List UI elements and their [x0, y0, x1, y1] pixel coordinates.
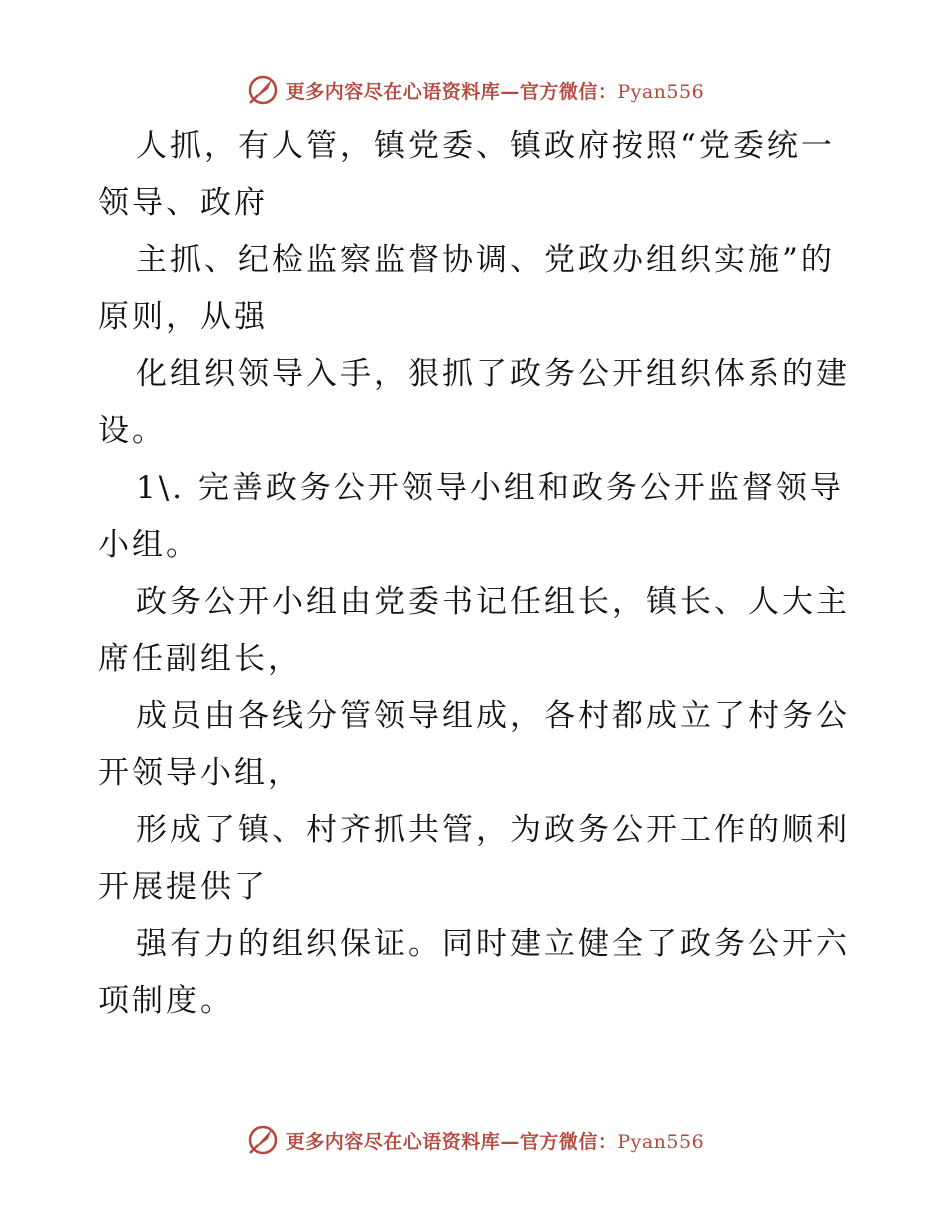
paragraph: 政务公开小组由党委书记任组长，镇长、人大主 席任副组长， — [98, 584, 850, 677]
paragraph: 强有力的组织保证。同时建立健全了政务公开六 项制度。 — [98, 926, 850, 1019]
paragraph: 主抓、纪检监察监督协调、党政办组织实施”的 原则，从强 — [98, 242, 835, 335]
paragraph: 人抓，有人管，镇党委、镇政府按照“党委统一 领导、政府 — [98, 128, 835, 221]
paragraph: 成员由各线分管领导组成，各村都成立了村务公 开领导小组， — [98, 698, 850, 791]
paragraph: 化组织领导入手，狠抓了政务公开组织体系的建 设。 — [98, 356, 850, 449]
header-watermark — [0, 70, 950, 110]
feather-pen-circle-icon — [246, 1123, 280, 1157]
watermark-text: 更多内容尽在心语资料库—官方微信：Pyan556 — [285, 80, 705, 103]
footer-watermark — [0, 1120, 950, 1160]
paragraph: 1\. 完善政务公开领导小组和政务公开监督领导 小组。 — [98, 470, 844, 563]
watermark-text: 更多内容尽在心语资料库—官方微信：Pyan556 — [285, 1130, 705, 1153]
document-body — [98, 118, 858, 1030]
paragraph: 形成了镇、村齐抓共管，为政务公开工作的顺利 开展提供了 — [98, 812, 850, 905]
feather-pen-circle-icon — [246, 73, 280, 107]
